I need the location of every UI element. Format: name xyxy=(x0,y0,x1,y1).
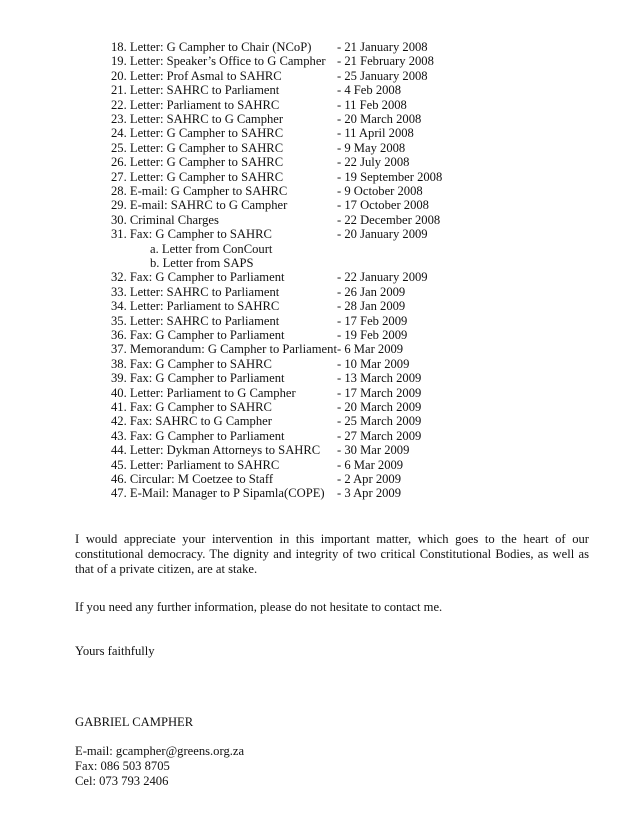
list-item-description: 25. Letter: G Campher to SAHRC xyxy=(111,140,284,155)
list-item-date: - 19 September 2008 xyxy=(337,169,443,184)
list-item-date: - 20 March 2008 xyxy=(337,112,422,126)
list-item-date: - 9 May 2008 xyxy=(337,140,406,155)
list-item-description: 27. Letter: G Campher to SAHRC xyxy=(111,169,284,184)
list-item-date: - 17 Feb 2009 xyxy=(337,313,408,328)
list-item-description: 38. Fax: G Campher to SAHRC xyxy=(111,356,272,371)
list-item-description: 47. E-Mail: Manager to P Sipamla(COPE) xyxy=(111,486,325,501)
list-item-description: 41. Fax: G Campher to SAHRC xyxy=(111,400,272,414)
list-sub-item: b. Letter from SAPS xyxy=(150,256,254,270)
list-item-description: 34. Letter: Parliament to SAHRC xyxy=(111,299,280,314)
list-item-description: 44. Letter: Dykman Attorneys to SAHRC xyxy=(111,443,321,458)
list-item-description: 35. Letter: SAHRC to Parliament xyxy=(111,313,280,328)
list-item-description: 33. Letter: SAHRC to Parliament xyxy=(111,284,280,299)
list-item-date: - 17 October 2008 xyxy=(337,198,429,213)
list-item-date: - 19 Feb 2009 xyxy=(337,328,408,342)
list-item-description: 26. Letter: G Campher to SAHRC xyxy=(111,155,284,170)
list-item-description: 20. Letter: Prof Asmal to SAHRC xyxy=(111,68,282,83)
list-item-date: - 30 Mar 2009 xyxy=(337,443,410,458)
contact-fax: Fax: 086 503 8705 xyxy=(75,759,170,773)
appeal-paragraph: I would appreciate your intervention in this important matter, which goes to the heart of our constitutional democracy. The dignity and integrity of two critical Constitutional Bodies, as well as that of a private citizen, are at stake. xyxy=(75,532,589,576)
list-item-description: 18. Letter: G Campher to Chair (NCoP) xyxy=(111,40,312,54)
list-item-description: 42. Fax: SAHRC to G Campher xyxy=(111,414,272,429)
list-item-description: 23. Letter: SAHRC to G Campher xyxy=(111,112,284,126)
list-item-description: 32. Fax: G Campher to Parliament xyxy=(111,270,285,285)
contact-cel: Cel: 073 793 2406 xyxy=(75,774,169,788)
list-item-description: 36. Fax: G Campher to Parliament xyxy=(111,328,285,342)
list-item-description: 30. Criminal Charges xyxy=(111,212,219,227)
signature-name: GABRIEL CAMPHER xyxy=(75,715,194,729)
list-item-date: - 3 Apr 2009 xyxy=(337,486,402,501)
contact-offer-paragraph: If you need any further information, please do not hesitate to contact me. xyxy=(75,600,443,614)
list-item-description: 45. Letter: Parliament to SAHRC xyxy=(111,457,280,472)
list-item-date: - 21 February 2008 xyxy=(337,54,434,69)
list-sub-item: a. Letter from ConCourt xyxy=(150,241,273,256)
list-item-date: - 25 March 2009 xyxy=(337,414,422,429)
list-item-date: - 9 October 2008 xyxy=(337,184,423,198)
list-item-description: 28. E-mail: G Campher to SAHRC xyxy=(111,184,288,198)
list-item-description: 31. Fax: G Campher to SAHRC xyxy=(111,227,272,242)
contact-email: E-mail: gcampher@greens.org.za xyxy=(75,744,245,758)
list-item-date: - 20 January 2009 xyxy=(337,227,428,242)
list-item-description: 39. Fax: G Campher to Parliament xyxy=(111,371,285,386)
list-item-date: - 22 July 2008 xyxy=(337,155,410,170)
list-item-description: 22. Letter: Parliament to SAHRC xyxy=(111,97,280,112)
list-item-date: - 21 January 2008 xyxy=(337,40,428,54)
list-item-date: - 22 January 2009 xyxy=(337,270,428,285)
list-item-date: - 4 Feb 2008 xyxy=(337,83,402,98)
list-item-description: 43. Fax: G Campher to Parliament xyxy=(111,428,285,443)
list-item-description: 40. Letter: Parliament to G Campher xyxy=(111,385,296,400)
list-item-date: - 6 Mar 2009 xyxy=(337,342,404,357)
list-item-date: - 11 Feb 2008 xyxy=(337,97,407,112)
list-item-date: - 10 Mar 2009 xyxy=(337,356,410,371)
list-item-description: 21. Letter: SAHRC to Parliament xyxy=(111,83,280,98)
list-item-date: - 6 Mar 2009 xyxy=(337,457,404,472)
list-item-date: - 28 Jan 2009 xyxy=(337,299,406,314)
list-item-date: - 2 Apr 2009 xyxy=(337,472,402,486)
list-item-date: - 11 April 2008 xyxy=(337,126,414,141)
list-item-date: - 26 Jan 2009 xyxy=(337,284,406,299)
list-item-date: - 27 March 2009 xyxy=(337,428,422,443)
list-item-description: 19. Letter: Speaker’s Office to G Campher xyxy=(111,54,326,69)
list-item-description: 37. Memorandum: G Campher to Parliament xyxy=(111,342,337,357)
list-item-date: - 22 December 2008 xyxy=(337,212,441,227)
list-item-date: - 25 January 2008 xyxy=(337,68,428,83)
list-item-description: 24. Letter: G Campher to SAHRC xyxy=(111,126,284,141)
list-item-date: - 20 March 2009 xyxy=(337,400,422,414)
list-item-description: 29. E-mail: SAHRC to G Campher xyxy=(111,198,288,213)
list-item-description: 46. Circular: M Coetzee to Staff xyxy=(111,472,274,486)
list-item-date: - 13 March 2009 xyxy=(337,371,422,386)
closing-salutation: Yours faithfully xyxy=(75,644,155,658)
list-item-date: - 17 March 2009 xyxy=(337,385,422,400)
